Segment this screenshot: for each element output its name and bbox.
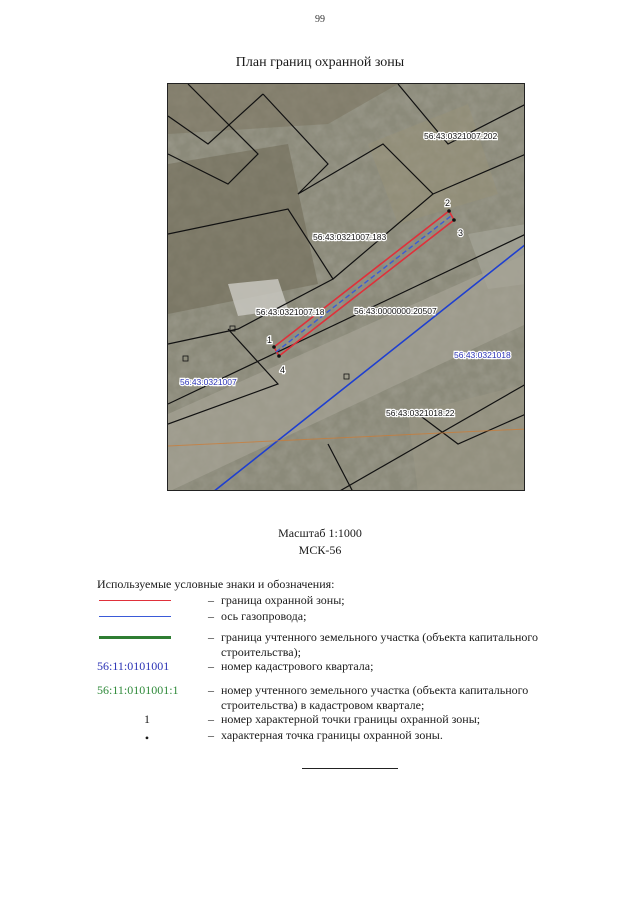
legend-dash: –	[208, 609, 214, 623]
parcel-code-sample: 56:11:0101001:1	[97, 683, 179, 697]
legend-dash: –	[208, 659, 214, 673]
label-quarter-1007: 56:43:0321007	[180, 377, 237, 387]
label-parcel-18: 56:43:0321007:18	[256, 307, 325, 317]
legend-dash: –	[208, 683, 214, 697]
legend-dash: –	[208, 593, 214, 607]
scale-text: Масштаб 1:1000	[278, 526, 362, 540]
point-label-2: 2	[445, 198, 451, 208]
label-parcel-183: 56:43:0321007:183	[313, 232, 387, 242]
legend-desc: ось газопровода;	[221, 609, 307, 623]
footer-rule	[302, 768, 398, 769]
parcel-boundary-symbol	[97, 630, 205, 644]
gas-axis-symbol	[97, 609, 205, 623]
label-parcel-20507: 56:43:0000000:20507	[354, 306, 437, 316]
point-label-3: 3	[458, 228, 464, 238]
legend-dash: –	[208, 712, 214, 726]
label-quarter-1018: 56:43:0321018	[454, 350, 511, 360]
legend-desc: номер учтенного земельного участка (объекта капитального строительства) в кадастровом квартале;	[221, 683, 529, 712]
map-image	[167, 83, 525, 491]
crs-text: МСК-56	[298, 543, 342, 557]
legend-desc: номер характерной точки границы охранной зоны;	[221, 712, 481, 726]
zone-boundary-symbol	[97, 593, 205, 607]
point-number-sample: 1	[144, 712, 150, 726]
page-number: 99	[315, 14, 325, 25]
page-title: План границ охранной зоны	[235, 55, 405, 70]
legend-desc: граница охранной зоны;	[221, 593, 345, 607]
legend-dash: –	[208, 630, 214, 644]
legend-heading: Используемые условные знаки и обозначения:	[97, 577, 335, 591]
legend-desc: характерная точка границы охранной зоны.	[221, 728, 443, 742]
label-parcel-22: 56:43:0321018:22	[386, 408, 455, 418]
legend-dash: –	[208, 728, 214, 742]
quarter-code-sample: 56:11:0101001	[97, 659, 170, 673]
legend-desc: номер кадастрового квартала;	[221, 659, 374, 673]
point-marker-icon: •	[144, 731, 150, 745]
point-label-1: 1	[267, 335, 273, 345]
point-label-4: 4	[280, 365, 286, 375]
label-parcel-202: 56:43:0321007:202	[424, 131, 498, 141]
legend-desc: граница учтенного земельного участка (объекта капитального строительства);	[221, 630, 539, 659]
